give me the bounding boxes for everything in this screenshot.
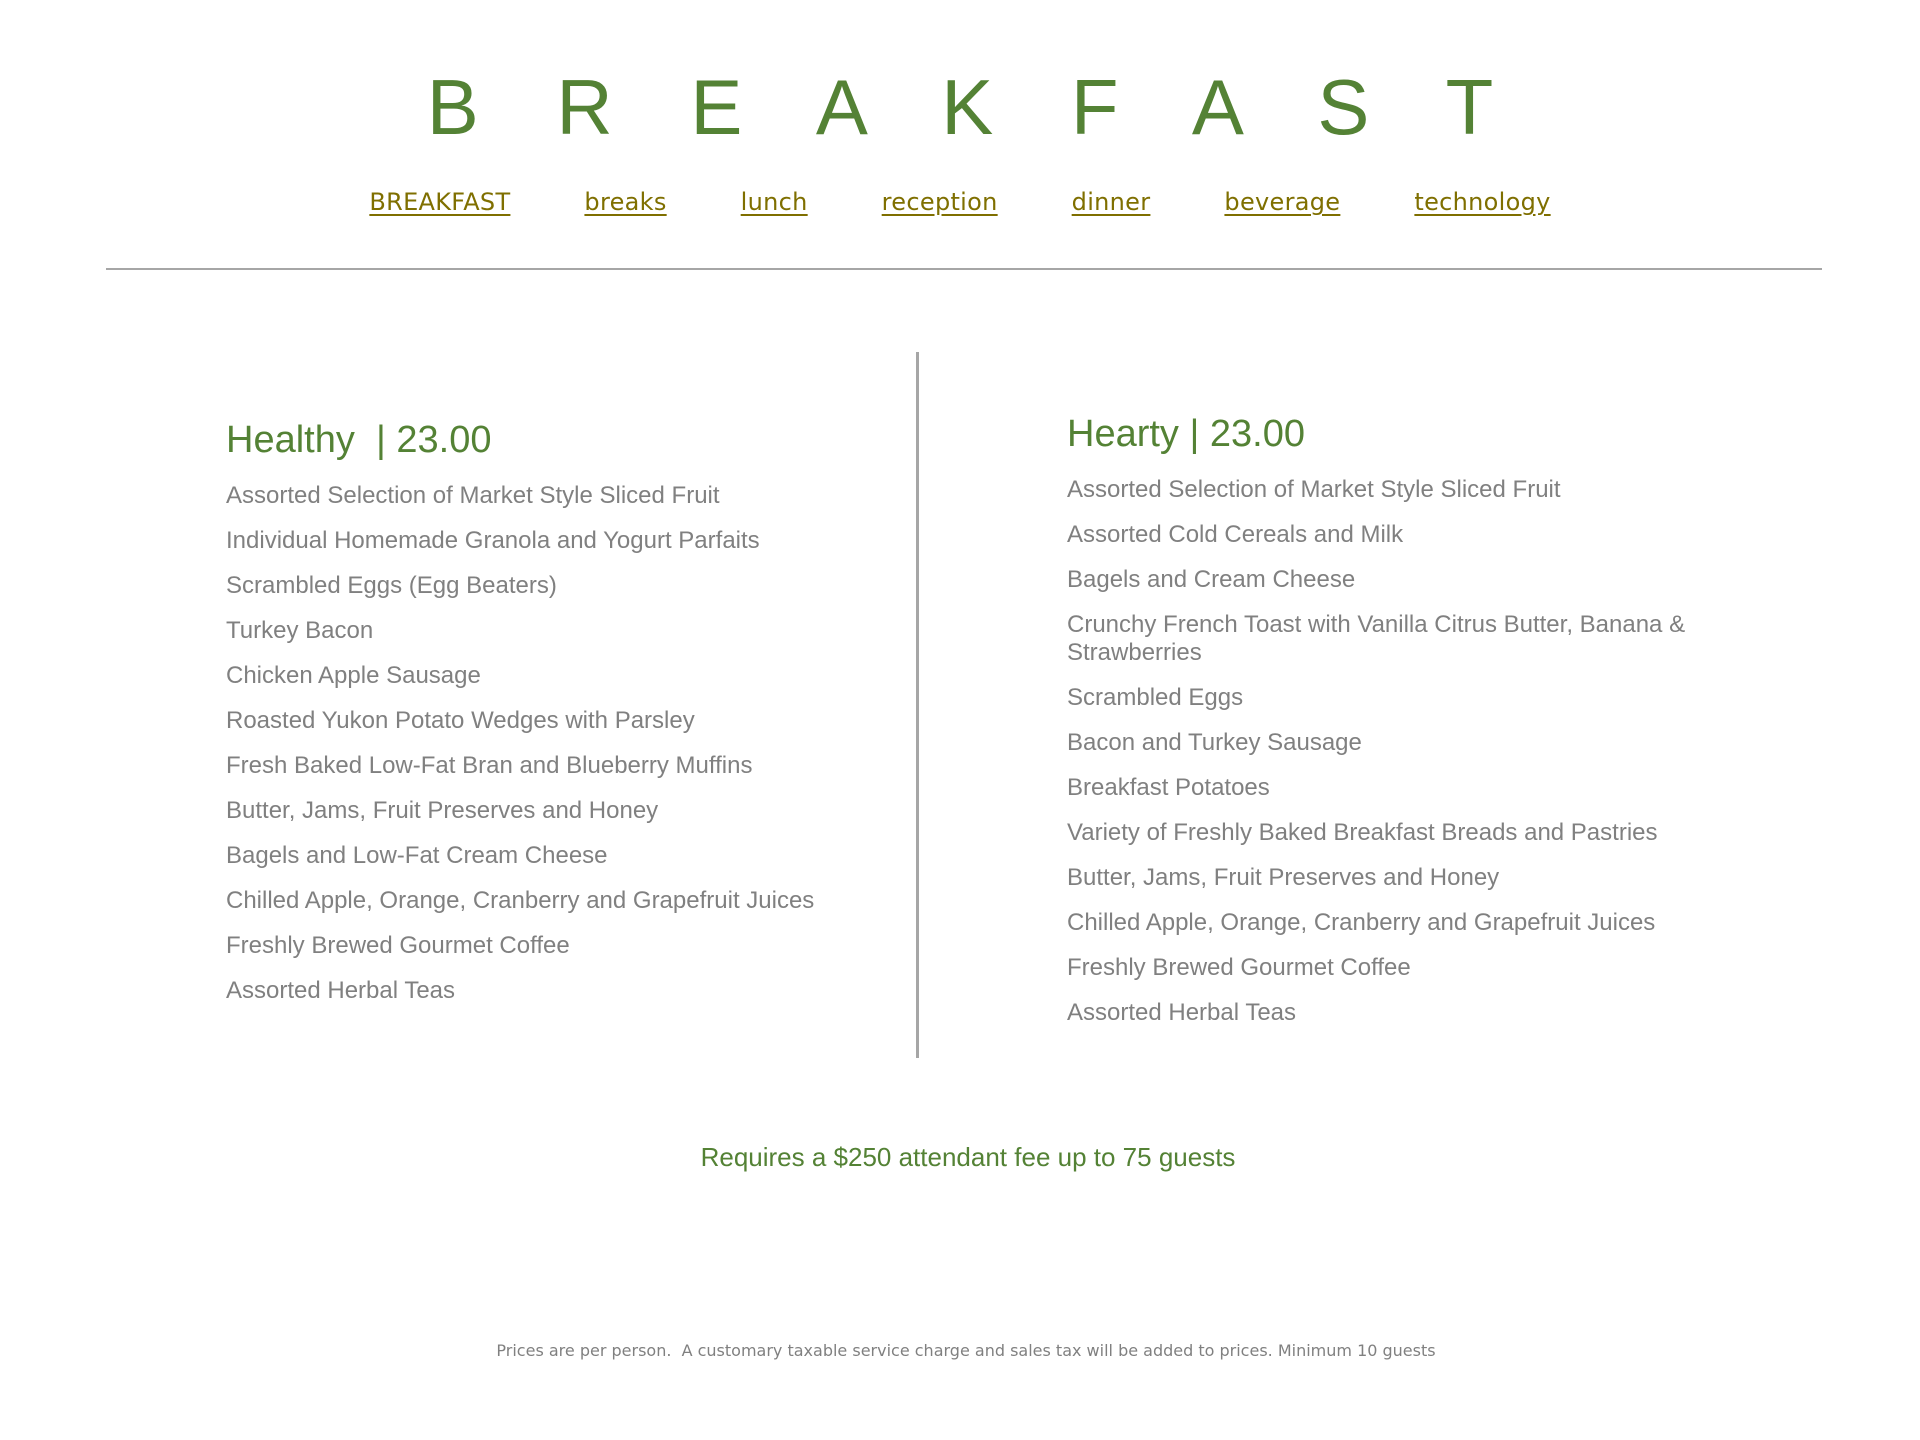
healthy-menu-list [226, 482, 926, 1005]
menu-item: Assorted Herbal Teas [226, 977, 456, 1004]
hearty-menu [1067, 408, 1767, 1044]
menu-item: Chilled Apple, Orange, Cranberry and Grapefruit Juices [226, 887, 815, 914]
menu-item: Assorted Selection of Market Style Sliced Fruit [226, 482, 720, 509]
menu-item: Freshly Brewed Gourmet Coffee [226, 932, 570, 959]
menu-item: Roasted Yukon Potato Wedges with Parsley [226, 707, 695, 734]
menu-item: Butter, Jams, Fruit Preserves and Honey [226, 797, 659, 824]
header-divider [106, 268, 1822, 270]
hearty-menu-list [1067, 476, 1767, 1027]
menu-item: Bacon and Turkey Sausage [1067, 729, 1362, 756]
menu-item: Breakfast Potatoes [1067, 774, 1270, 801]
nav-link-reception[interactable]: reception [881, 188, 998, 216]
menu-item: Fresh Baked Low-Fat Bran and Blueberry Muffins [226, 752, 753, 779]
menu-item: Bagels and Cream Cheese [1067, 566, 1356, 593]
menu-item: Scrambled Eggs [1067, 684, 1244, 711]
nav-link-breaks[interactable]: breaks [584, 188, 667, 216]
menu-item: Assorted Selection of Market Style Sliced Fruit [1067, 476, 1561, 503]
hearty-menu-heading: Hearty | 23.00 [1067, 413, 1306, 455]
menu-item: Turkey Bacon [226, 617, 374, 644]
healthy-menu [226, 414, 926, 1022]
nav-link-beverage[interactable]: beverage [1224, 188, 1341, 216]
menu-item: Individual Homemade Granola and Yogurt Parfaits [226, 527, 760, 554]
menu-item: Crunchy French Toast with Vanilla Citrus Butter, Banana & Strawberries [1067, 611, 1686, 666]
healthy-menu-heading: Healthy | 23.00 [226, 419, 492, 461]
menu-item: Assorted Herbal Teas [1067, 999, 1297, 1026]
page-title: B R E A K F A S T [426, 63, 1522, 151]
section-nav [0, 188, 1920, 216]
menu-item: Assorted Cold Cereals and Milk [1067, 521, 1404, 548]
nav-link-technology[interactable]: technology [1414, 188, 1551, 216]
menu-item: Butter, Jams, Fruit Preserves and Honey [1067, 864, 1500, 891]
menu-item: Chicken Apple Sausage [226, 662, 481, 689]
menu-item: Freshly Brewed Gourmet Coffee [1067, 954, 1411, 981]
attendant-fee-note: Requires a $250 attendant fee up to 75 guests [700, 1142, 1236, 1172]
nav-link-dinner[interactable]: dinner [1071, 188, 1151, 216]
menu-item: Scrambled Eggs (Egg Beaters) [226, 572, 557, 599]
nav-link-lunch[interactable]: lunch [740, 188, 808, 216]
menu-item: Bagels and Low-Fat Cream Cheese [226, 842, 608, 869]
nav-link-breakfast[interactable]: BREAKFAST [369, 188, 511, 216]
menu-item: Chilled Apple, Orange, Cranberry and Grapefruit Juices [1067, 909, 1656, 936]
menu-item: Variety of Freshly Baked Breakfast Breads and Pastries [1067, 819, 1658, 846]
pricing-footnote: Prices are per person. A customary taxable service charge and sales tax will be added to prices. Minimum 10 guests [496, 1341, 1436, 1360]
